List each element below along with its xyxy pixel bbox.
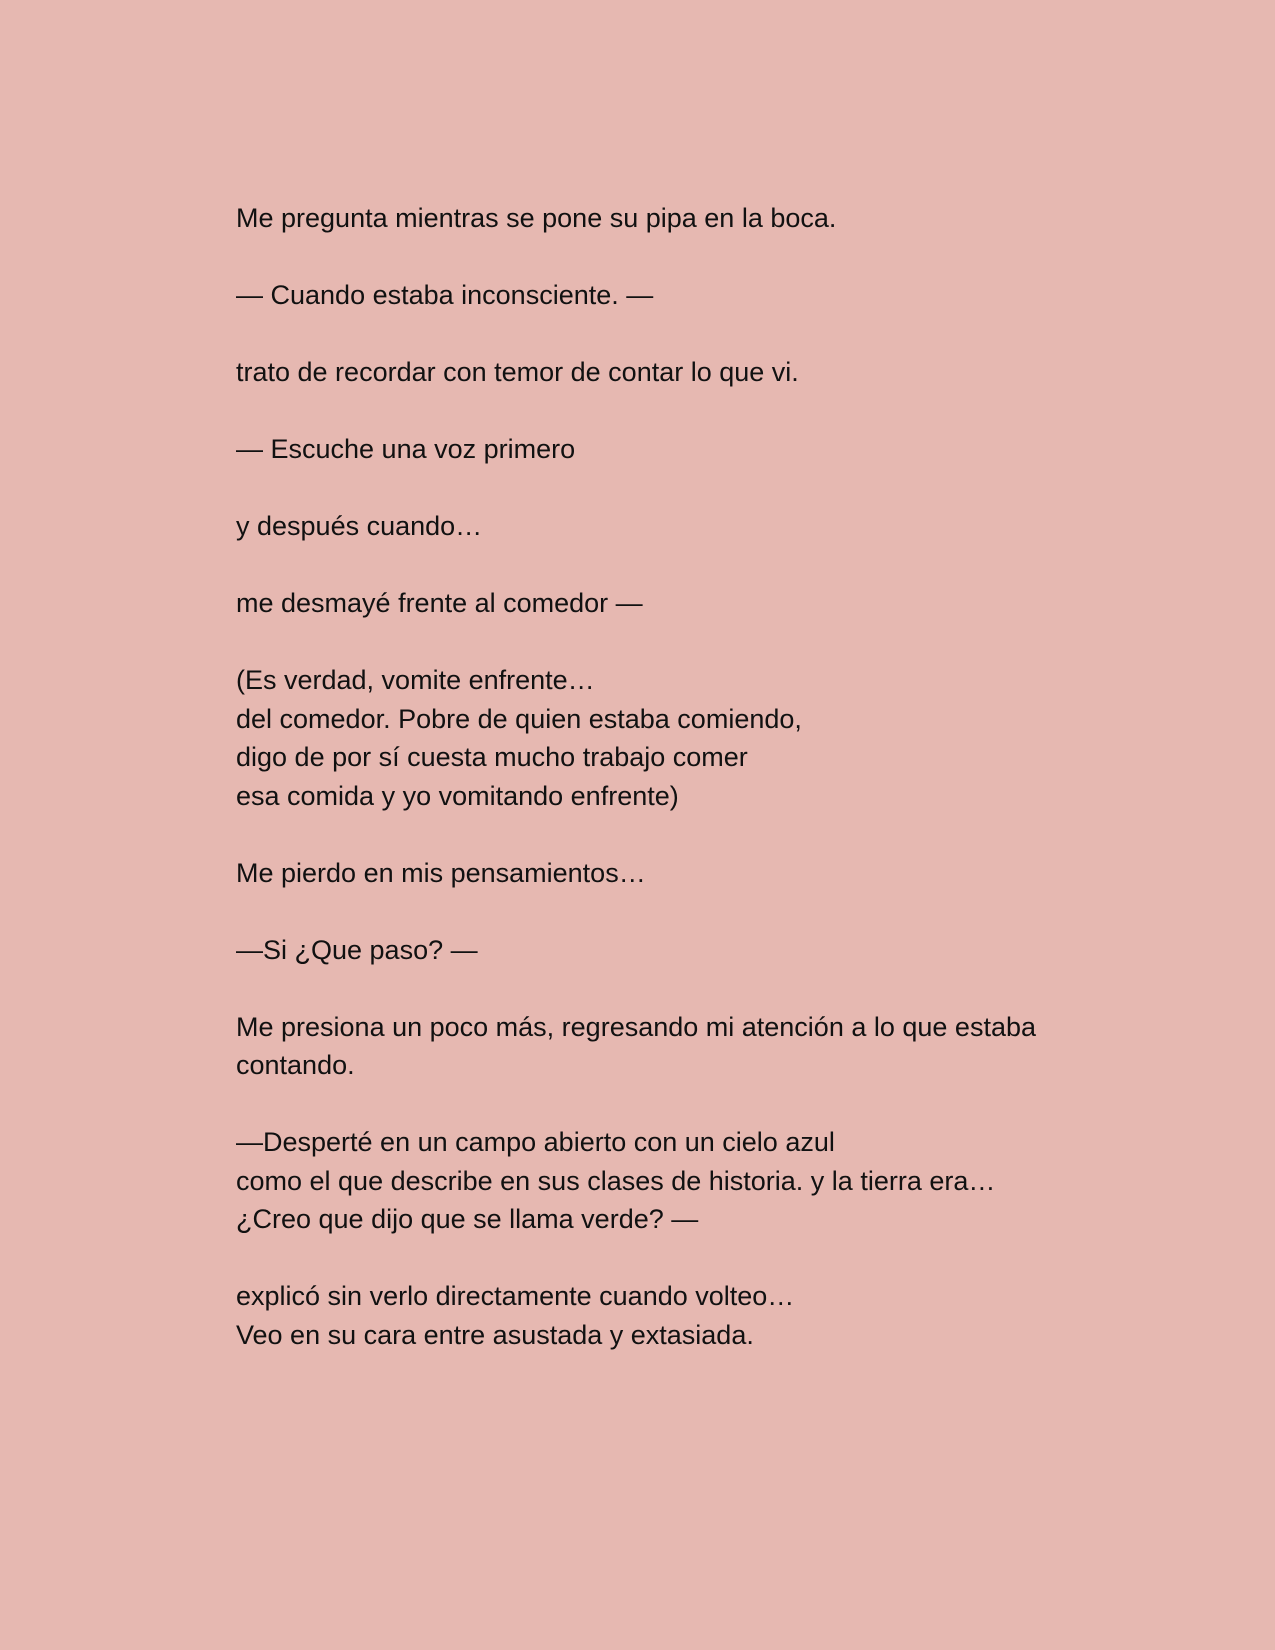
paragraph (236, 854, 1136, 893)
paragraph (236, 199, 1136, 238)
paragraph (236, 353, 1136, 392)
paragraph (236, 1277, 1136, 1354)
text-line: Me pregunta mientras se pone su pipa en la boca. (236, 203, 837, 233)
document-page (236, 199, 1136, 1393)
paragraph (236, 1123, 1136, 1239)
paragraph (236, 931, 1136, 970)
text-line: ¿Creo que dijo que se llama verde? — (236, 1204, 699, 1234)
text-line: del comedor. Pobre de quien estaba comiendo, (236, 703, 802, 734)
text-line: — Cuando estaba inconsciente. — (236, 280, 654, 310)
text-line: Veo en su cara entre asustada y extasiada. (236, 1319, 754, 1350)
paragraph (236, 1008, 1136, 1085)
text-line: —Desperté en un campo abierto con un cielo azul (236, 1127, 835, 1157)
paragraph (236, 276, 1136, 315)
text-line: esa comida y yo vomitando enfrente) (236, 780, 679, 811)
text-line: Me pierdo en mis pensamientos… (236, 857, 646, 888)
text-line: (Es verdad, vomite enfrente… (236, 665, 595, 695)
paragraph (236, 507, 1136, 546)
text-line: —Si ¿Que paso? — (236, 934, 478, 965)
text-line: — Escuche una voz primero (236, 434, 576, 464)
paragraph (236, 584, 1136, 623)
paragraph (236, 430, 1136, 469)
text-line: digo de por sí cuesta mucho trabajo comer (236, 742, 748, 772)
text-line: me desmayé frente al comedor — (236, 588, 643, 618)
text-line: trato de recordar con temor de contar lo que vi. (236, 357, 799, 387)
text-line: como el que describe en sus clases de historia. y la tierra era… (236, 1165, 996, 1196)
paragraph (236, 661, 1136, 815)
text-line: contando. (236, 1050, 355, 1080)
text-line: Me presiona un poco más, regresando mi atención a lo que estaba (236, 1011, 1036, 1042)
text-line: y después cuando… (236, 511, 483, 541)
text-line: explicó sin verlo directamente cuando volteo… (236, 1281, 795, 1311)
